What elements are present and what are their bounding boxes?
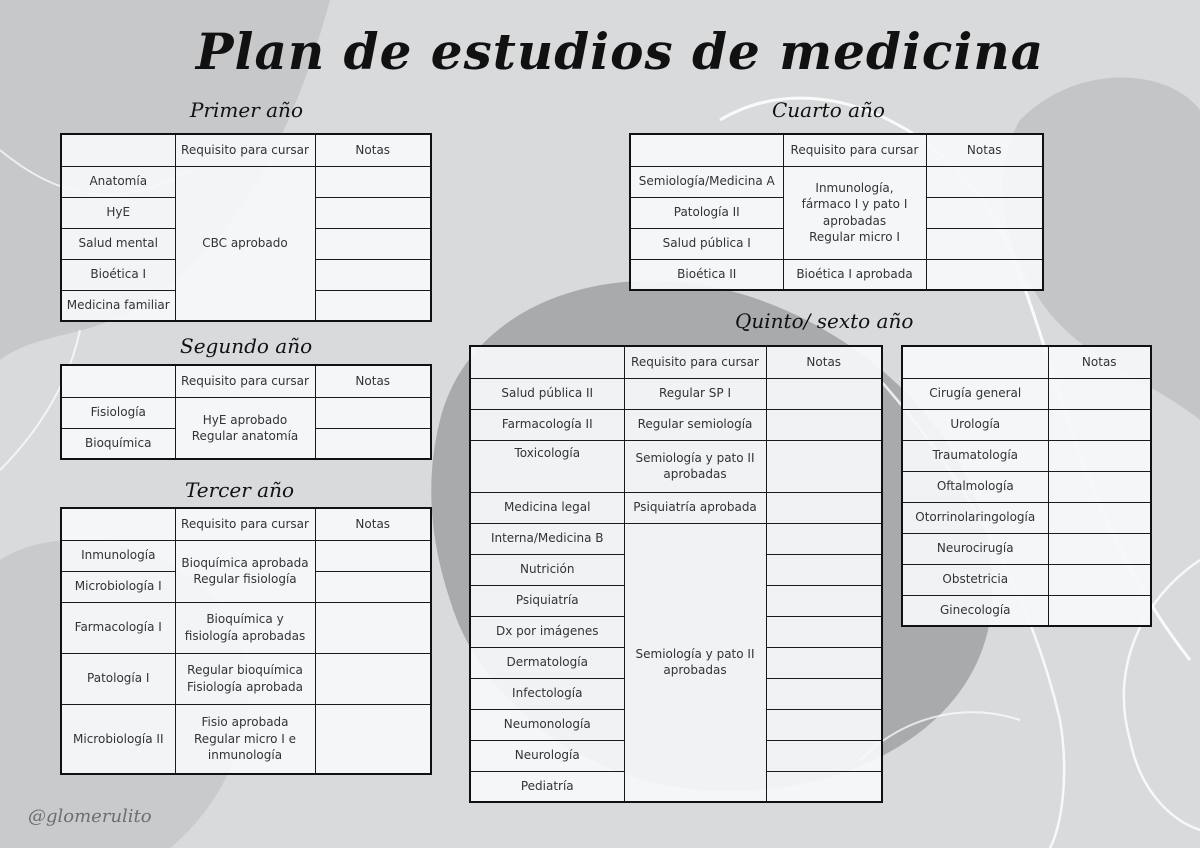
- notas-cell[interactable]: [766, 771, 882, 802]
- notas-cell[interactable]: [315, 228, 431, 259]
- requisito-cell: Semiología y pato II aprobadas: [624, 440, 766, 492]
- subject-cell: Salud pública II: [470, 378, 624, 409]
- notas-cell[interactable]: [1048, 471, 1151, 502]
- notas-cell[interactable]: [766, 523, 882, 554]
- requisito-cell: Bioética I aprobada: [783, 259, 926, 290]
- tercero-table: [60, 507, 432, 775]
- notas-cell[interactable]: [315, 259, 431, 290]
- header-empty: [470, 346, 624, 378]
- author-handle: @glomerulito: [28, 806, 152, 827]
- notas-cell[interactable]: [1048, 595, 1151, 626]
- subject-cell: Inmunología: [61, 540, 175, 571]
- header-requisito: Requisito para cursar: [624, 346, 766, 378]
- header-notas: Notas: [315, 134, 431, 166]
- requisito-cell: Inmunología, fármaco I y pato I aprobadas Regular micro I: [783, 166, 926, 259]
- notas-cell[interactable]: [315, 428, 431, 459]
- notas-cell[interactable]: [766, 678, 882, 709]
- subject-cell: Patología II: [630, 197, 783, 228]
- notas-cell[interactable]: [1048, 409, 1151, 440]
- subject-cell: HyE: [61, 197, 175, 228]
- subject-cell: Nutrición: [470, 554, 624, 585]
- notas-cell[interactable]: [315, 653, 431, 704]
- header-empty: [630, 134, 783, 166]
- notas-cell[interactable]: [315, 602, 431, 653]
- page-title: Plan de estudios de medicina: [195, 22, 1045, 81]
- notas-cell[interactable]: [315, 571, 431, 602]
- subject-cell: Semiología/Medicina A: [630, 166, 783, 197]
- notas-cell[interactable]: [766, 647, 882, 678]
- notas-cell[interactable]: [315, 197, 431, 228]
- notas-cell[interactable]: [766, 585, 882, 616]
- subject-cell: Patología I: [61, 653, 175, 704]
- header-empty: [61, 134, 175, 166]
- subject-cell: Salud mental: [61, 228, 175, 259]
- quinto-extra-table: [901, 345, 1152, 627]
- notas-cell[interactable]: [315, 290, 431, 321]
- subject-cell: Urología: [902, 409, 1048, 440]
- header-requisito: Requisito para cursar: [175, 134, 315, 166]
- requisito-cell: Bioquímica y fisiología aprobadas: [175, 602, 315, 653]
- notas-cell[interactable]: [315, 397, 431, 428]
- requisito-cell: Regular SP I: [624, 378, 766, 409]
- header-empty: [61, 508, 175, 540]
- subject-cell: Toxicología: [470, 440, 624, 492]
- subject-cell: Microbiología II: [61, 704, 175, 774]
- primer-table: [60, 133, 432, 322]
- subject-cell: Salud pública I: [630, 228, 783, 259]
- notas-cell[interactable]: [1048, 564, 1151, 595]
- notas-cell[interactable]: [766, 616, 882, 647]
- segundo-heading: Segundo año: [180, 334, 313, 358]
- subject-cell: Infectología: [470, 678, 624, 709]
- subject-cell: Medicina legal: [470, 492, 624, 523]
- requisito-cell: Semiología y pato II aprobadas: [624, 523, 766, 802]
- subject-cell: Traumatología: [902, 440, 1048, 471]
- notas-cell[interactable]: [926, 197, 1043, 228]
- cuarto-heading: Cuarto año: [772, 98, 885, 122]
- requisito-cell: Fisio aprobada Regular micro I e inmunología: [175, 704, 315, 774]
- quinto-table: [469, 345, 883, 803]
- subject-cell: Ginecología: [902, 595, 1048, 626]
- requisito-cell: CBC aprobado: [175, 166, 315, 321]
- notas-cell[interactable]: [1048, 533, 1151, 564]
- notas-cell[interactable]: [926, 228, 1043, 259]
- requisito-cell: Regular bioquímica Fisiología aprobada: [175, 653, 315, 704]
- notas-cell[interactable]: [926, 259, 1043, 290]
- notas-cell[interactable]: [766, 409, 882, 440]
- notas-cell[interactable]: [766, 740, 882, 771]
- header-notas: Notas: [926, 134, 1043, 166]
- notas-cell[interactable]: [926, 166, 1043, 197]
- segundo-table: [60, 364, 432, 460]
- notas-cell[interactable]: [1048, 502, 1151, 533]
- notas-cell[interactable]: [766, 440, 882, 492]
- subject-cell: Fisiología: [61, 397, 175, 428]
- header-notas: Notas: [1048, 346, 1151, 378]
- header-notas: Notas: [766, 346, 882, 378]
- notas-cell[interactable]: [315, 704, 431, 774]
- notas-cell[interactable]: [1048, 378, 1151, 409]
- header-requisito: Requisito para cursar: [783, 134, 926, 166]
- subject-cell: Neumonología: [470, 709, 624, 740]
- subject-cell: Farmacología I: [61, 602, 175, 653]
- subject-cell: Anatomía: [61, 166, 175, 197]
- subject-cell: Farmacología II: [470, 409, 624, 440]
- subject-cell: Bioética I: [61, 259, 175, 290]
- subject-cell: Medicina familiar: [61, 290, 175, 321]
- subject-cell: Interna/Medicina B: [470, 523, 624, 554]
- requisito-cell: Regular semiología: [624, 409, 766, 440]
- subject-cell: Dermatología: [470, 647, 624, 678]
- subject-cell: Neurocirugía: [902, 533, 1048, 564]
- subject-cell: Bioquímica: [61, 428, 175, 459]
- notas-cell[interactable]: [766, 378, 882, 409]
- notas-cell[interactable]: [315, 166, 431, 197]
- subject-cell: Obstetricia: [902, 564, 1048, 595]
- subject-cell: Dx por imágenes: [470, 616, 624, 647]
- subject-cell: Oftalmología: [902, 471, 1048, 502]
- header-notas: Notas: [315, 508, 431, 540]
- subject-cell: Cirugía general: [902, 378, 1048, 409]
- notas-cell[interactable]: [1048, 440, 1151, 471]
- header-requisito: Requisito para cursar: [175, 508, 315, 540]
- requisito-cell: Psiquiatría aprobada: [624, 492, 766, 523]
- requisito-cell: HyE aprobado Regular anatomía: [175, 397, 315, 459]
- subject-cell: Neurología: [470, 740, 624, 771]
- notas-cell[interactable]: [766, 554, 882, 585]
- header-requisito: Requisito para cursar: [175, 365, 315, 397]
- subject-cell: Otorrinolaringología: [902, 502, 1048, 533]
- subject-cell: Psiquiatría: [470, 585, 624, 616]
- notas-cell[interactable]: [315, 540, 431, 571]
- quinto-heading: Quinto/ sexto año: [735, 309, 914, 333]
- subject-cell: Microbiología I: [61, 571, 175, 602]
- tercero-heading: Tercer año: [185, 478, 294, 502]
- requisito-cell: Bioquímica aprobada Regular fisiología: [175, 540, 315, 602]
- cuarto-table: [629, 133, 1044, 291]
- notas-cell[interactable]: [766, 709, 882, 740]
- header-notas: Notas: [315, 365, 431, 397]
- primer-heading: Primer año: [190, 98, 303, 122]
- header-empty: [61, 365, 175, 397]
- subject-cell: Pediatría: [470, 771, 624, 802]
- notas-cell[interactable]: [766, 492, 882, 523]
- header-empty: [902, 346, 1048, 378]
- subject-cell: Bioética II: [630, 259, 783, 290]
